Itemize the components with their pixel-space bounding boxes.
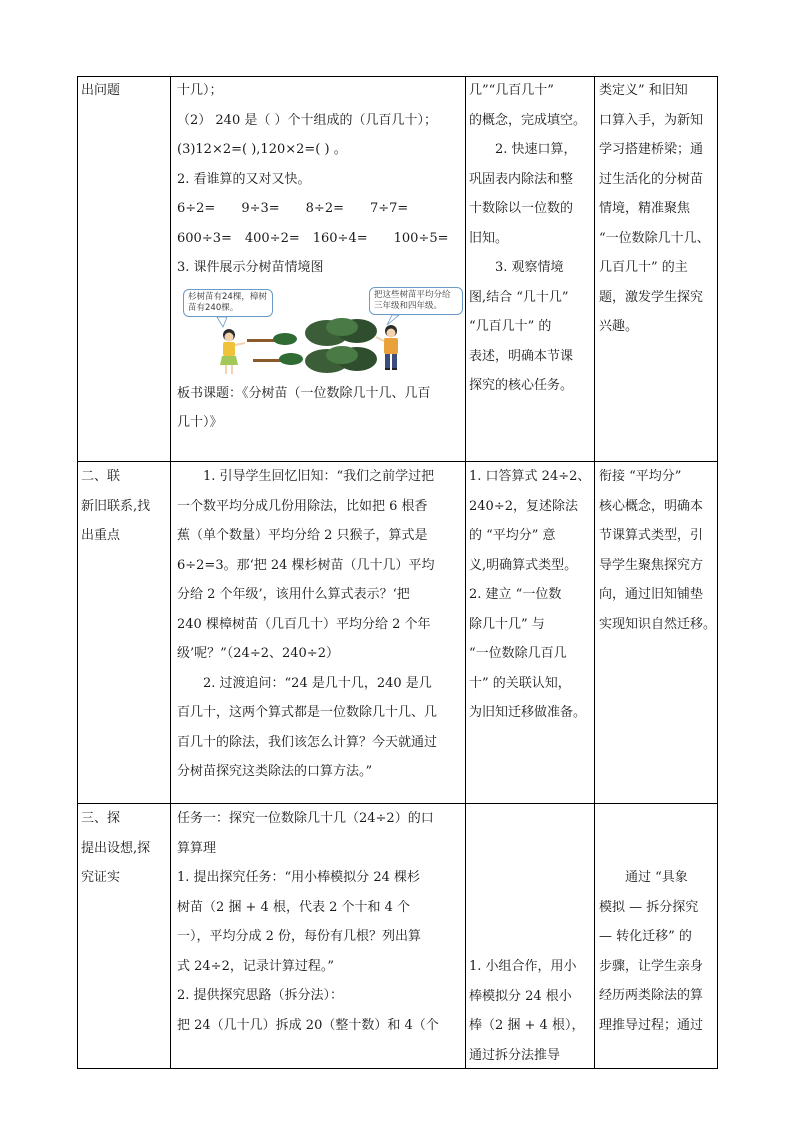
activity-line: 的概念，完成填空。 bbox=[469, 112, 587, 128]
stage-line: 提出设想,探 bbox=[81, 840, 151, 856]
intent-line: 实现知识自然迁移。 bbox=[599, 616, 717, 632]
process-line: 十几）； bbox=[177, 83, 223, 98]
process-line: 2. 过渡追问：“24 是几十几，240 是几 bbox=[203, 675, 432, 691]
process-line: 一个数平均分成几份用除法，比如把 6 根香 bbox=[177, 498, 428, 514]
process-cell bbox=[174, 462, 462, 787]
activity-line: 1. 口答算式 24÷2、 bbox=[469, 469, 591, 484]
activity-line: 图,结合 “几十几” bbox=[469, 289, 569, 305]
stage-cell bbox=[81, 804, 169, 893]
process-line: 式 24÷2，记录计算过程。” bbox=[177, 958, 334, 974]
table-border-right bbox=[717, 76, 718, 1069]
process-line: 几十）》 bbox=[177, 415, 223, 430]
activity-line: 义,明确算式类型。 bbox=[469, 557, 578, 573]
stage-line: 出问题 bbox=[81, 83, 121, 98]
intent-line: 核心概念，明确本 bbox=[599, 498, 704, 514]
intent-line: 向，通过旧知铺垫 bbox=[599, 587, 704, 602]
stage-cell bbox=[81, 462, 169, 551]
tree-pile-bottom bbox=[305, 346, 377, 373]
process-line: 百几十，这两个算式都是一位数除几十几、几 bbox=[177, 705, 438, 720]
activity-line: 为旧知迁移做准备。 bbox=[469, 705, 587, 720]
process-line: 2. 看谁算的又对又快。 bbox=[177, 171, 311, 187]
lesson-plan-table bbox=[77, 76, 718, 1069]
process-line: 1. 引导学生回忆旧知：“我们之前学过把 bbox=[203, 469, 435, 484]
intent-line: 导学生聚焦探究方 bbox=[599, 557, 704, 573]
activity-line: 十数除以一位数的 bbox=[469, 201, 574, 216]
sapling-bundle-bottom bbox=[253, 353, 303, 365]
process-line: 3. 课件展示分树苗情境图 bbox=[177, 260, 324, 275]
activity-line: 棒模拟分 24 根小 bbox=[469, 988, 572, 1004]
bubble-left-text: 杉树苗有24棵，樟树苗有240棵。 bbox=[188, 291, 267, 313]
table-border-left bbox=[77, 76, 78, 1069]
activity-line: 的 “平均分” 意 bbox=[469, 528, 556, 543]
intent-line: 兴趣。 bbox=[599, 319, 639, 334]
activity-line: 通过拆分法推导 bbox=[469, 1047, 561, 1063]
process-cell bbox=[174, 804, 462, 1040]
process-line: 级’呢？”（24÷2、240÷2） bbox=[177, 646, 339, 661]
stage-cell bbox=[81, 76, 169, 106]
activity-line: “几百几十” 的 bbox=[469, 319, 552, 334]
activity-line: 几”“几百几十” bbox=[469, 83, 554, 98]
table-border-bottom bbox=[77, 1068, 718, 1069]
intent-cell bbox=[599, 863, 715, 1040]
intent-cell bbox=[599, 76, 715, 342]
activity-line: 1. 小组合作，用小 bbox=[469, 959, 577, 974]
activity-line: 2. 快速口算， bbox=[495, 142, 577, 157]
stage-line: 究证实 bbox=[81, 870, 121, 885]
process-line: 板书课题：《分树苗（一位数除几十几、几百 bbox=[177, 385, 431, 401]
tree-scene bbox=[177, 283, 465, 379]
process-line: 百几十的除法，我们该怎么计算？今天就通过 bbox=[177, 734, 438, 750]
column-divider bbox=[465, 76, 466, 1069]
stage-line: 新旧联系,找 bbox=[81, 498, 151, 514]
intent-line: 口算入手，为新知 bbox=[599, 112, 704, 128]
intent-line: 类定义” 和旧知 bbox=[599, 83, 688, 98]
intent-line: 过生活化的分树苗 bbox=[599, 171, 704, 187]
activity-line: 240÷2，复述除法 bbox=[469, 498, 578, 514]
activity-cell bbox=[469, 462, 591, 728]
intent-line: 情境，精准聚焦 bbox=[599, 201, 691, 216]
activity-line: 除几十几” 与 bbox=[469, 616, 545, 632]
process-line: 把 24（几十几）拆成 20（整十数）和 4（个 bbox=[177, 1017, 439, 1033]
intent-line: 题，激发学生探究 bbox=[599, 289, 704, 305]
bubble-right-text: 把这些树苗平均分给三年级和四年级。 bbox=[374, 289, 451, 311]
activity-line: 表述，明确本节课 bbox=[469, 348, 574, 364]
stage-line: 出重点 bbox=[81, 528, 121, 543]
process-line: 分给 2 个年级’，该用什么算式表示？‘把 bbox=[177, 587, 410, 602]
process-line: 6÷2=3。那‘把 24 棵杉树苗（几十几）平均 bbox=[177, 557, 435, 573]
intent-line: 经历两类除法的算 bbox=[599, 988, 704, 1003]
intent-line: 几百几十” 的主 bbox=[599, 260, 688, 275]
intent-line: “一位数除几十几、 bbox=[599, 230, 710, 246]
activity-line: “一位数除几百几 bbox=[469, 646, 567, 661]
column-divider bbox=[170, 76, 171, 1069]
intent-line: 模拟 — 拆分探究 bbox=[599, 899, 699, 915]
process-line: 任务一：探究一位数除几十几（24÷2）的口 bbox=[177, 811, 434, 826]
boy-figure bbox=[376, 325, 398, 370]
process-line: 600÷3= 400÷2= 160÷4= 100÷5= bbox=[177, 230, 449, 246]
process-line: (3)12×2=( ),120×2=( ) 。 bbox=[177, 142, 347, 157]
activity-line: 旧知。 bbox=[469, 230, 509, 246]
girl-figure bbox=[220, 329, 245, 374]
process-line: 一），平均分成 2 份，每份有几根？列出算 bbox=[177, 929, 422, 944]
process-line: 2. 提供探究思路（拆分法）： bbox=[177, 988, 344, 1003]
process-line: 6÷2= 9÷3= 8÷2= 7÷7= bbox=[177, 201, 409, 216]
sapling-bundle-top bbox=[247, 333, 297, 345]
column-divider bbox=[594, 76, 595, 1069]
tree-sharing-illustration bbox=[177, 283, 465, 379]
process-line: （2） 240 是（ ）个十组成的（几百几十）； bbox=[177, 112, 437, 128]
activity-line: 巩固表内除法和整 bbox=[469, 171, 574, 187]
stage-line: 二、联 bbox=[81, 469, 121, 484]
activity-cell bbox=[469, 952, 591, 1070]
intent-line: 衔接 “平均分” bbox=[599, 469, 682, 484]
process-line: 240 棵樟树苗（几百几十）平均分给 2 个年 bbox=[177, 616, 431, 632]
intent-line: 节课算式类型，引 bbox=[599, 528, 704, 543]
activity-line: 棒（2 捆 + 4 根）， bbox=[469, 1018, 585, 1033]
intent-line: — 转化迁移” 的 bbox=[599, 929, 692, 944]
activity-line: 3. 观察情境 bbox=[495, 260, 564, 275]
activity-line: 2. 建立 “一位数 bbox=[469, 587, 562, 602]
process-line: 蕉（单个数量）平均分给 2 只猴子，算式是 bbox=[177, 528, 428, 543]
activity-line: 十” 的关联认知， bbox=[469, 675, 571, 691]
intent-cell bbox=[599, 462, 715, 639]
stage-line: 三、探 bbox=[81, 811, 121, 826]
intent-line: 学习搭建桥梁；通 bbox=[599, 142, 704, 157]
process-cell bbox=[174, 76, 462, 438]
process-line: 树苗（2 捆 + 4 根，代表 2 个十和 4 个 bbox=[177, 899, 411, 915]
intent-line: 通过 “具象 bbox=[625, 870, 688, 885]
intent-line: 理推导过程；通过 bbox=[599, 1017, 704, 1033]
tree-pile-top bbox=[305, 318, 377, 346]
process-line: 算算理 bbox=[177, 840, 217, 856]
process-line: 1. 提出探究任务：“用小棒模拟分 24 棵杉 bbox=[177, 870, 420, 885]
activity-cell bbox=[469, 76, 591, 401]
process-line: 分树苗探究这类除法的口算方法。” bbox=[177, 764, 373, 779]
activity-line: 探究的核心任务。 bbox=[469, 378, 574, 393]
intent-line: 步骤，让学生亲身 bbox=[599, 958, 704, 974]
